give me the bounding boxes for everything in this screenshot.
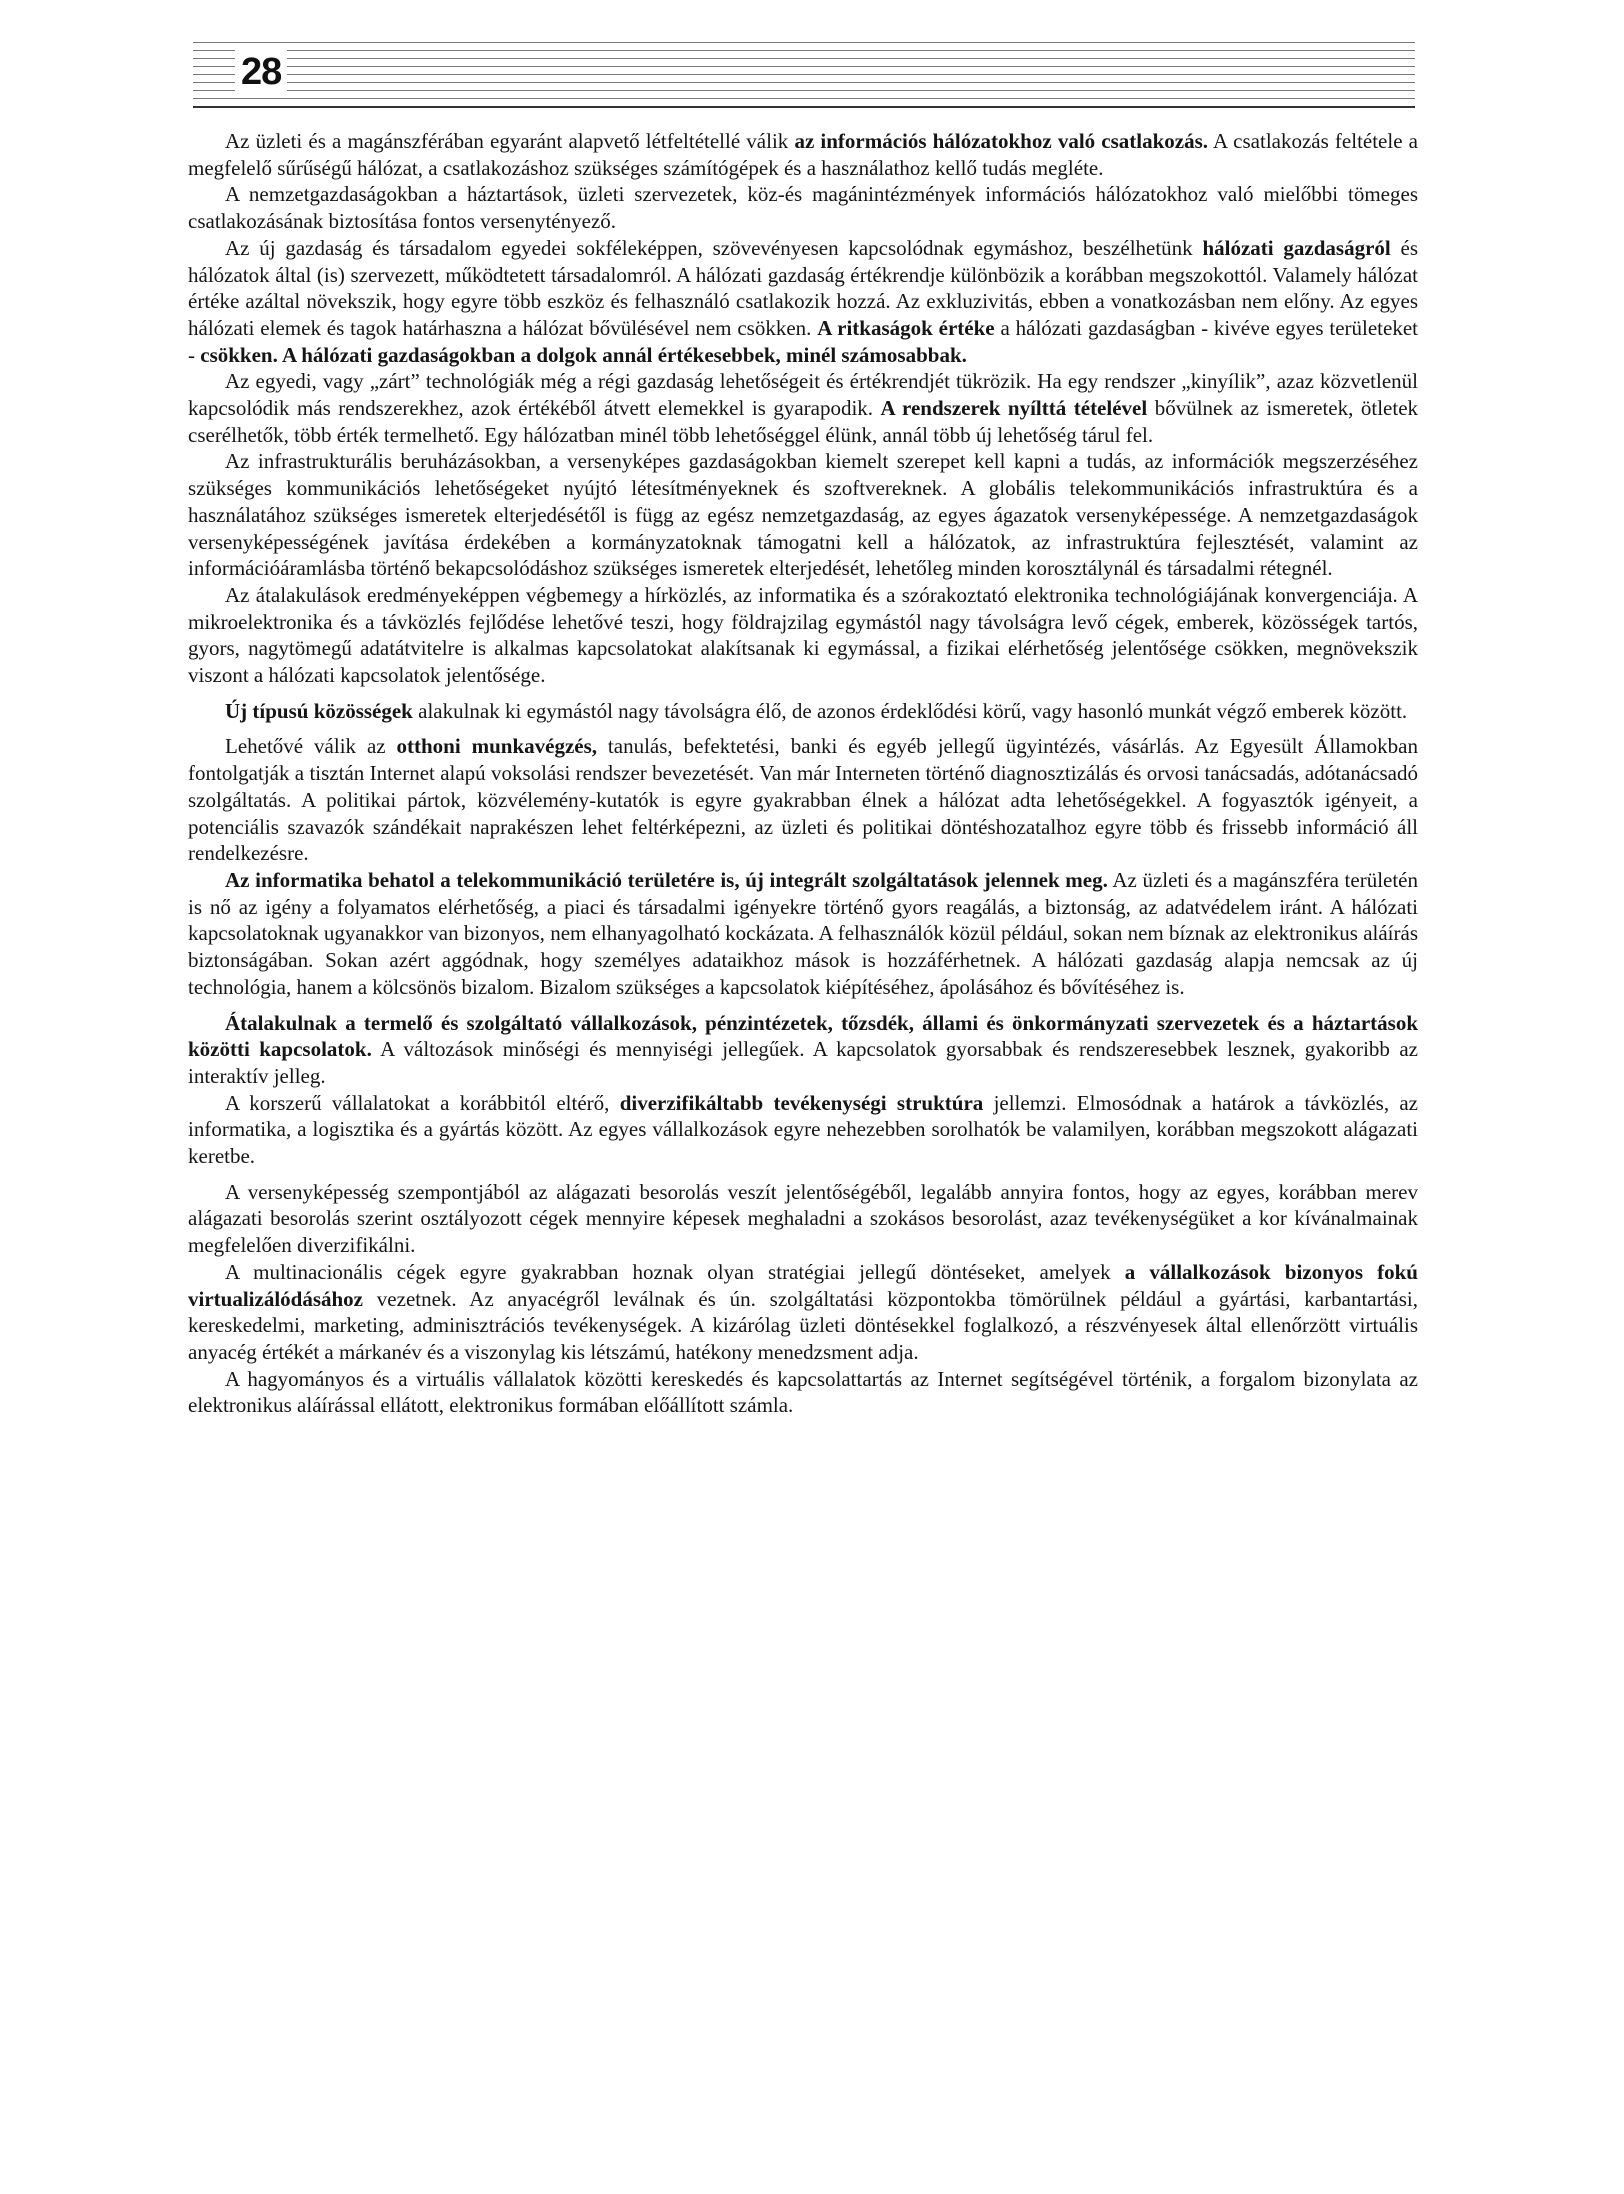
para-versenykepesseg (188, 1179, 1418, 1259)
text: A versenyképesség szempontjából az alágazati besorolás veszít jelentőségéből, legalább annyira fontos, hogy az egyes, korábban merev alágazati besorolás szerint osztályozott cégek mennyire képesek meghaladni a szokásos besorolást, azaz tevékenységüket a kor kívánalmainak megfelelően diverzifikálni. (188, 1179, 1418, 1258)
text: Az egyedi, vagy „zárt” technológiák még a régi gazdaság lehetőségeit és értékrendjét tükrözik. Ha egy rendszer „kinyílik”, azaz közvetlenül kapcsolódik más rendszerekhez, azok értékéből átvett elemekkel is gyarapodik. (188, 369, 1418, 421)
para-atalakulasok (188, 582, 1418, 689)
bold-text: A ritkaságok értéke (817, 315, 995, 340)
para-atalakulnak (188, 1010, 1418, 1090)
text: Az új gazdaság és társadalom egyedei sokféleképpen, szövevényesen kapcsolódnak egymáshoz, beszélhetünk (225, 235, 1203, 260)
bold-text: Átalakulnak a termelő és szolgáltató vállalkozások, pénzintézetek, tőzsdék, állami és önkormányzati szervezetek és a háztartások közötti kapcsolatok. (188, 1010, 1418, 1062)
para-zart-technologiak (188, 368, 1418, 448)
header-rule (193, 82, 1415, 83)
para-halozati-csatlakozas (188, 128, 1418, 181)
header-rule (193, 50, 1415, 51)
page-header (193, 36, 1415, 112)
bold-text: A rendszerek nyílttá tételével (880, 396, 1148, 421)
bold-text: otthoni munkavégzés, (396, 734, 598, 759)
para-otthoni-munkavegzes (188, 733, 1418, 867)
body-text (188, 128, 1418, 1419)
text: tanulás, befektetési, banki és egyéb jellegű ügyintézés, vásárlás. Az Egyesült Államokban fontolgatják a tisztán Internet alapú voksolási rendszer bevezetését. Van már Interneten történő diagnosztizálás és orvosi tanácsadás, adótanácsadó szolgáltatás. A politikai pártok, közvélemény-kutatók is egyre gyakrabban élnek a hálózat adta lehetőségekkel. A fogyasztók igényeit, a potenciális szavazók szándékait naprakészen lehet feltérképezni, az üzleti és politikai döntéshozatalhoz egyre több és frissebb információ áll rendelkezésre. (188, 734, 1418, 866)
text: A multinacionális cégek egyre gyakrabban hoznak olyan stratégiai jellegű döntéseket, amelyek (225, 1259, 1125, 1284)
para-infrastrukturalis (188, 448, 1418, 582)
header-rule (193, 58, 1415, 59)
text: A hagyományos és a virtuális vállalatok közötti kereskedés és kapcsolattartás az Internet segítségével történik, a forgalom bizonylata az elektronikus aláírással ellátott, elektronikus formában előállított számla. (188, 1366, 1418, 1418)
para-uj-gazdasag (188, 235, 1418, 369)
text: alakulnak ki egymástól nagy távolságra élő, de azonos érdeklődési körű, vagy hasonló munkát végző emberek között. (412, 698, 1408, 723)
para-korszeru-vallalatok (188, 1090, 1418, 1170)
bold-text: diverzifikáltabb tevékenységi struktúra (619, 1090, 984, 1115)
header-rule (193, 74, 1415, 75)
para-nemzetgazdasag (188, 181, 1418, 234)
bold-text: Az informatika behatol a telekommunikáció területére is, új integrált szolgáltatások jelennek meg. (225, 867, 1108, 892)
header-rule (193, 106, 1415, 108)
page-number: 28 (235, 50, 287, 94)
header-rule (193, 66, 1415, 67)
text: A nemzetgazdaságokban a háztartások, üzleti szervezetek, köz-és magánintézmények információs hálózatokhoz való mielőbbi tömeges csatlakozásának biztosítása fontos versenytényező. (188, 182, 1418, 234)
para-multinacionalis (188, 1259, 1418, 1366)
text: és hálózatok által (is) szervezett, működtetett társadalomról. A hálózati gazdaság értékrendje különbözik a korábban megszokottól. Valamely hálózat értéke azáltal növekszik, hogy egyre több eszköz és felhasználó csatlakozik hozzá. Az exkluzivitás, ebben a vonatkozásban nem előny. Az egyes hálózati elemek és tagok határhaszna a hálózat bővülésével nem csökken. (188, 235, 1418, 340)
text: a hálózati gazdaságban - kivéve egyes területeket - (188, 315, 1418, 367)
text: Az üzleti és a magánszféra területén is nő az igény a folyamatos elérhetőség, a piaci és társadalmi igényekre történő gyors reagálás, a biztonság, az adatvédelem iránt. A hálózati kapcsolatoknak ugyanakkor van bizonyos, nem elhanyagolható kockázata. A felhasználók közül például, sokan nem bíznak az elektronikus aláírás biztonságában. Sokan azért aggódnak, hogy személyes adataikhoz mások is hozzáférhetnek. A hálózati gazdaság alapja nemcsak az új technológia, hanem a kölcsönös bizalom. Bizalom szükséges a kapcsolatok kiépítéséhez, ápolásához és bővítéséhez is. (188, 867, 1419, 999)
bold-text: a vállalkozások bizonyos fokú virtualizálódásához (188, 1259, 1418, 1311)
para-hagyomanyos-virtualis (188, 1366, 1418, 1419)
para-informatika-behatol (188, 867, 1418, 1001)
bold-text: Új típusú közösségek (225, 698, 413, 723)
text: Az átalakulások eredményeképpen végbemegy a hírközlés, az informatika és a szórakoztató elektronika technológiájának konvergenciája. A mikroelektronika és a távközlés fejlődése lehetővé teszi, hogy földrajzilag egymástól nagy távolságra levő cégek, emberek, közösségek tartós, gyors, nagytömegű adatátvitelre is alkalmas kapcsolatokat alakítsanak ki egymással, a fizikai elérhetőség jelentősége csökken, megnövekszik viszont a hálózati kapcsolatok jelentősége. (188, 582, 1418, 688)
text: A csatlakozás feltétele a megfelelő sűrűségű hálózat, a csatlakozáshoz szükséges számítógépek és a használathoz kellő tudás megléte. (188, 129, 1418, 180)
header-rule (193, 98, 1415, 99)
header-rule (193, 42, 1415, 43)
text: A korszerű vállalatokat a korábbitól eltérő, (225, 1090, 620, 1115)
bold-text: csökken. A hálózati gazdaságokban a dolgok annál értékesebbek, minél számosabbak. (200, 342, 967, 367)
text: A változások minőségi és mennyiségi jellegűek. A kapcsolatok gyorsabbak és rendszeresebbek lesznek, gyakoribb az interaktív jelleg. (188, 1037, 1418, 1088)
text: vezetnek. Az anyacégről leválnak és ún. szolgáltatási központokba tömörülnek például a gyártási, karbantartási, kereskedelmi, marketing, adminisztrációs tevékenységek. A kizárólag üzleti döntésekkel foglalkozó, a részvényesek által ellenőrzött virtuális anyacég értékét a márkanév és a viszonylag kis létszámú, hatékony menedzsment adja. (188, 1286, 1418, 1364)
text: bővülnek az ismeretek, ötletek cserélhetők, több érték termelhető. Egy hálózatban minél több lehetőséggel élünk, annál több új lehetőség tárul fel. (188, 396, 1419, 447)
bold-text: hálózati gazdaságról (1202, 235, 1391, 260)
bold-text: az információs hálózatokhoz való csatlakozás. (794, 129, 1209, 153)
text: Az infrastrukturális beruházásokban, a versenyképes gazdaságokban kiemelt szerepet kell kapni a tudás, az információk megszerzéséhez szükséges kommunikációs lehetőségeket nyújtó létesítményeknek és szoftvereknek. A globális telekommunikációs infrastruktúra és a használatához szükséges ismeretek elterjedésétől is függ az egész nemzetgazdaság, az egyes ágazatok versenyképessége. A nemzetgazdaságok versenyképességének javítása érdekében a kormányzatoknak támogatni kell a hálózatok, az infrastruktúra fejlesztését, valamint az információáramlásba történő bekapcsolódáshoz szükséges ismeretek elterjedését, lehetőleg minden korosztálynál és társadalmi rétegnél. (188, 449, 1418, 581)
text: jellemzi. Elmosódnak a határok a távközlés, az informatika, a logisztika és a gyártás között. Az egyes vállalkozások egyre nehezebben sorolhatók be valamilyen, korábban megszokott alágazati keretbe. (188, 1090, 1418, 1169)
header-rule (193, 90, 1415, 91)
para-uj-tipusu-kozossegek (188, 698, 1418, 725)
text: Az üzleti és a magánszférában egyaránt alapvető létfeltétellé válik (225, 129, 795, 153)
text: Lehetővé válik az (225, 734, 397, 759)
